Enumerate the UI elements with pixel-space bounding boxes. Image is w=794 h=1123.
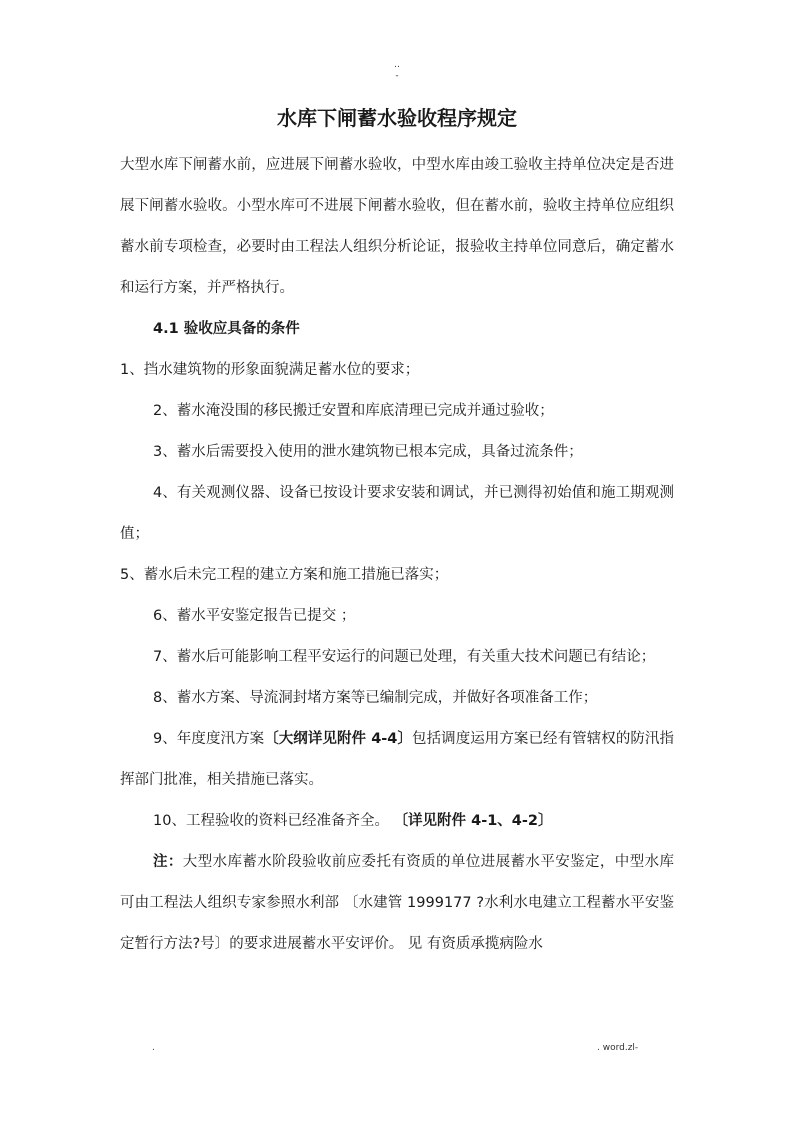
item-10-reference: 〔详见附件 4-1、4-2〕 xyxy=(393,813,553,829)
condition-item-7: 7、蓄水后可能影响工程平安运行的问题已处理，有关重大技术问题已有结论； xyxy=(153,649,656,665)
condition-item-1: 1、挡水建筑物的形象面貌满足蓄水位的要求； xyxy=(120,362,420,378)
document-title: 水库下闸蓄水验收程序规定 xyxy=(277,106,517,130)
condition-item-9 xyxy=(120,719,674,801)
note-text: 大型水库蓄水阶段验收前应委托有资质的单位进展蓄水平安鉴定，中型水库可由工程法人组织专家参照水利部 〔水建管 1999177 ?水利水电建立工程蓄水平安鉴定暂行方法?号〕的要求进展蓄水平安评价。 见 有资质承揽病险水 xyxy=(120,854,674,952)
page-header xyxy=(0,60,794,82)
condition-item-5: 5、蓄水后未完工程的建立方案和施工措施已落实； xyxy=(120,567,449,583)
item-10-text: 10、工程验收的资料已经准备齐全。 xyxy=(153,813,389,829)
condition-item-10 xyxy=(120,801,674,842)
header-dash: - xyxy=(395,71,399,81)
item-9-reference: 〔大纲详见附件 4-4〕 xyxy=(264,731,413,747)
item-9-text-a: 9、年度度汛方案 xyxy=(153,731,265,747)
condition-item-3: 3、蓄水后需要投入使用的泄水建筑物已根本完成，具备过流条件； xyxy=(153,444,583,460)
section-heading: 4.1 验收应具备的条件 xyxy=(153,321,300,337)
condition-item-2: 2、蓄水淹没围的移民搬迁安置和库底清理已完成并通过验收； xyxy=(153,403,554,419)
condition-item-4: 4、有关观测仪器、设备已按设计要求安装和调试，并已测得初始值和施工期观测值； xyxy=(120,485,674,542)
intro-paragraph: 大型水库下闸蓄水前，应进展下闸蓄水验收，中型水库由竣工验收主持单位决定是否进展下闸蓄水验收。小型水库可不进展下闸蓄水验收，但在蓄水前，验收主持单位应组织蓄水前专项检查，必要时由工程法人组织分析论证，报验收主持单位同意后，确定蓄水和运行方案，并严格执行。 xyxy=(120,157,674,296)
document-body xyxy=(120,145,674,965)
note-paragraph xyxy=(120,842,674,965)
item-9-text-c: 包括调度运用方案已经有管辖权的防汛指挥部门批准，相关措施已落实。 xyxy=(120,731,674,788)
condition-item-6: 6、蓄水平安鉴定报告已提交 ； xyxy=(153,608,356,624)
footer-right: . word.zl- xyxy=(597,1043,639,1053)
footer-left: . xyxy=(152,1043,155,1053)
header-dots: .. xyxy=(394,60,400,70)
note-label: 注： xyxy=(153,854,183,870)
condition-item-8: 8、蓄水方案、导流洞封堵方案等已编制完成，并做好各项准备工作； xyxy=(153,690,598,706)
